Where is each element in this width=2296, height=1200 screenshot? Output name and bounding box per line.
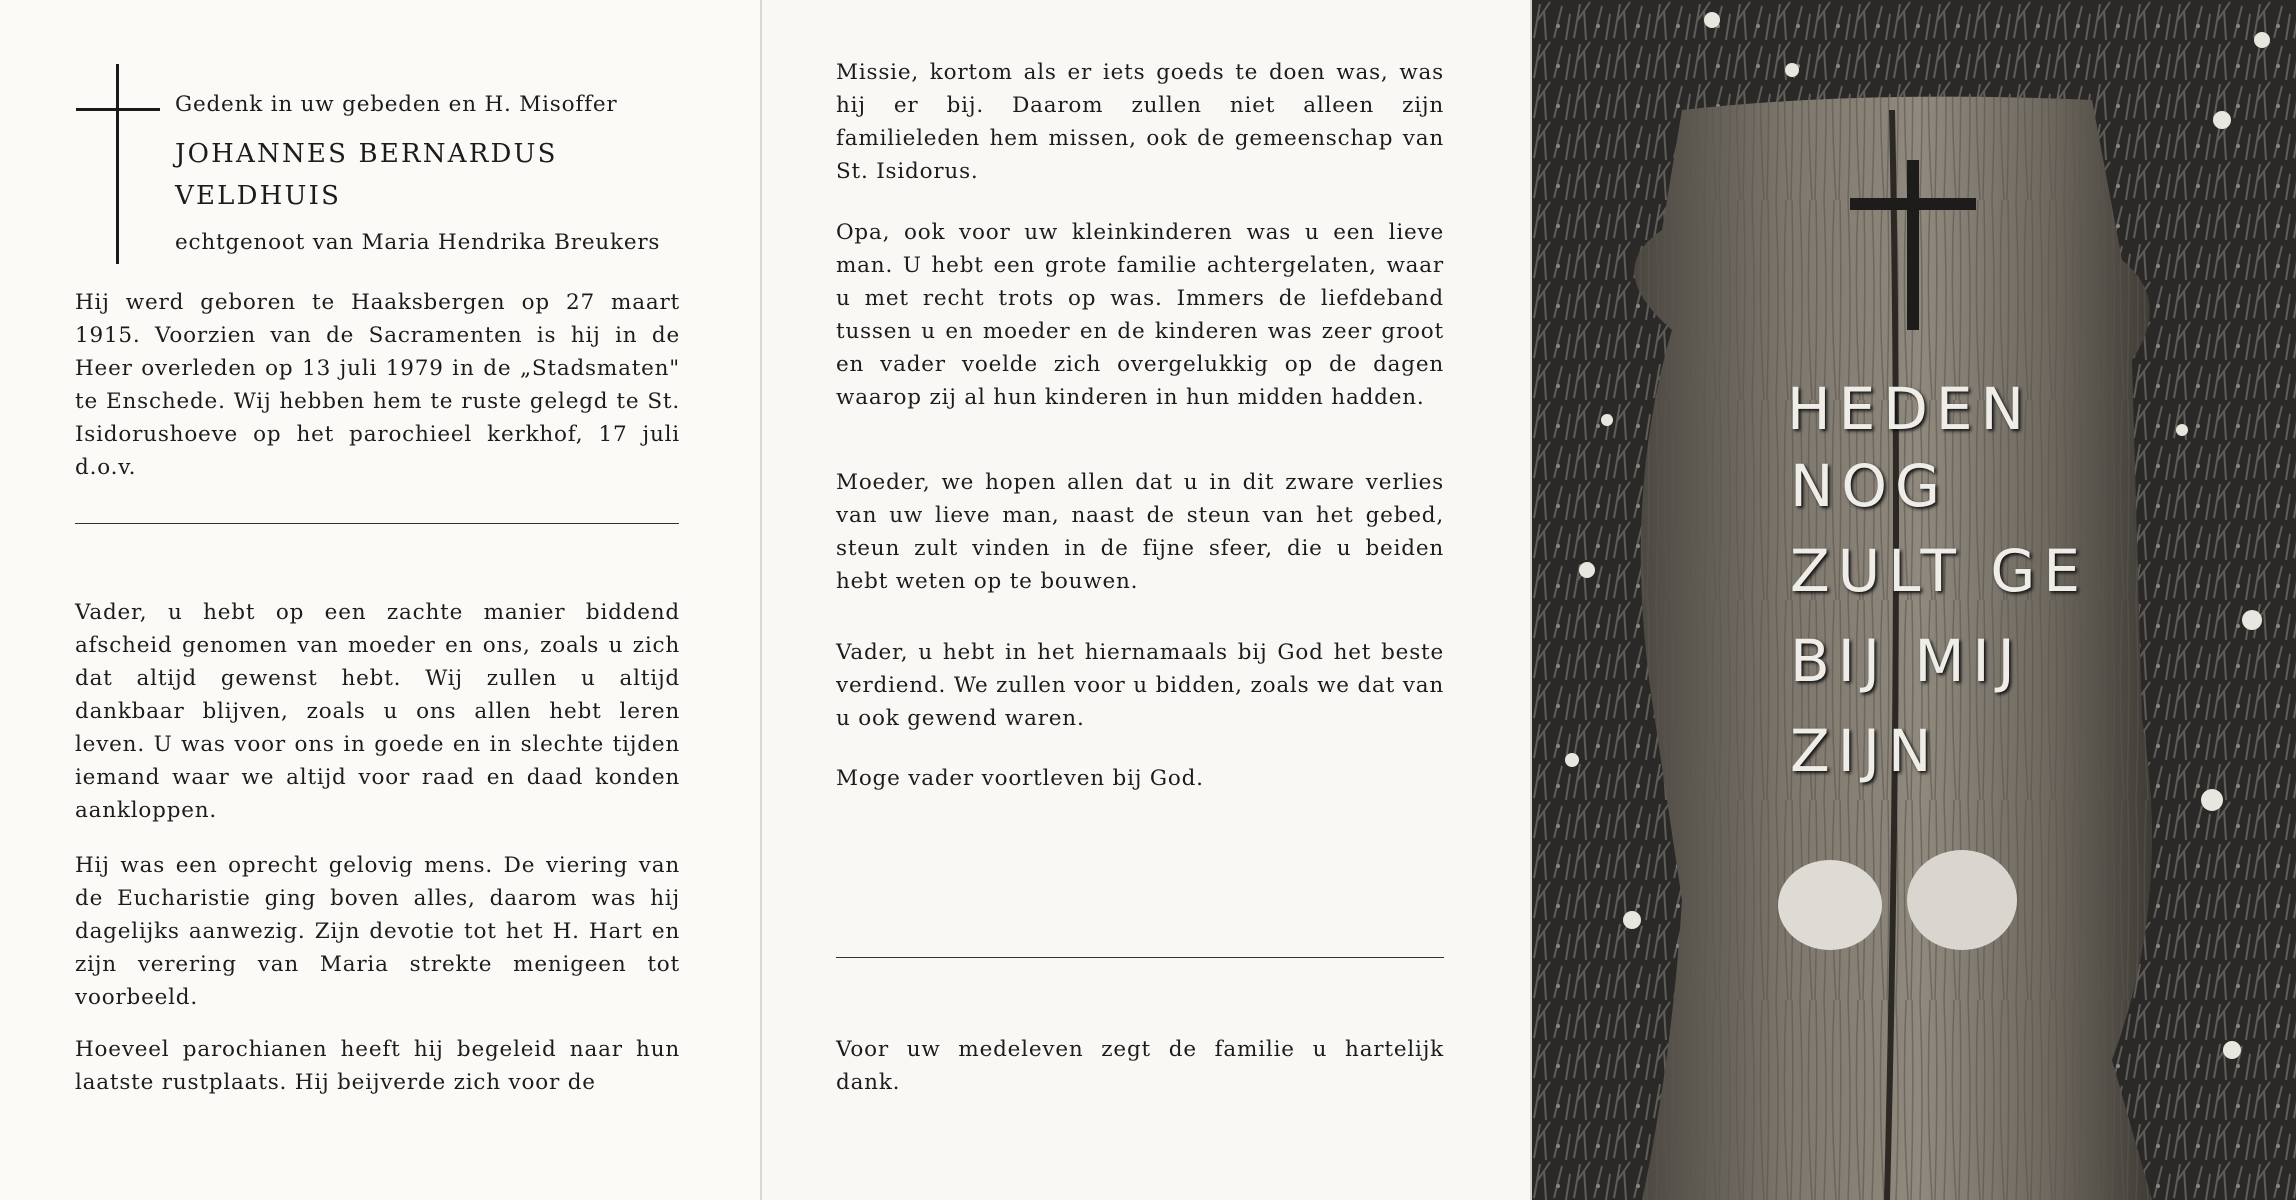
left-panel	[0, 0, 760, 1200]
divider	[836, 957, 1444, 958]
memorial-photo	[1532, 0, 2296, 1200]
paragraph-opa: Opa, ook voor uw kleinkinderen was u een lieve man. U hebt een grote familie achtergelaten, waar u met recht trots op was. Immers de liefdeband tussen u en moeder en de kinderen was zeer groot en vader voelde zich overgelukkig op de dagen waarop zij al hun kinderen in hun midden hadden.	[836, 220, 1444, 410]
divider	[75, 523, 679, 524]
cross-icon	[116, 64, 119, 264]
inscription-line3: ZULT GE	[1790, 537, 2088, 605]
paragraph-missie: Missie, kortom als er iets goeds te doen was, was hij er bij. Daarom zullen niet alleen zijn familieleden hem missen, ook de gemeenschap van St. Isidorus.	[836, 60, 1444, 184]
cross-icon-bar	[76, 108, 160, 111]
paragraph-vader: Vader, u hebt op een zachte manier biddend afscheid genomen van moeder en ons, zoals u zich dat altijd gewenst hebt. Wij zullen u altijd dankbaar blijven, zoals u ons allen hebt leren leven. U was voor ons in goede en in slechte tijden iemand waar we altijd voor raad en daad konden aankloppen.	[75, 600, 680, 823]
thanks-paragraph: Voor uw medeleven zegt de familie u hartelijk dank.	[836, 1037, 1444, 1095]
birth-death-paragraph: Hij werd geboren te Haaksbergen op 27 maart 1915. Voorzien van de Sacramenten is hij in de Heer overleden op 13 juli 1979 in de „Stadsmaten" te Enschede. Wij hebben hem te ruste gelegd te St. Isidorushoeve op het parochieel kerkhof, 17 juli d.o.v.	[75, 290, 680, 480]
prayer-line: Gedenk in uw gebeden en H. Misoffer	[175, 92, 618, 117]
deceased-name-line1: JOHANNES BERNARDUS	[175, 139, 558, 169]
inscription-line1: HEDEN	[1787, 375, 2032, 443]
inscription-line4: BIJ MIJ	[1790, 627, 2023, 695]
paragraph-gelovig: Hij was een oprecht gelovig mens. De viering van de Eucharistie ging boven alles, daarom was hij dagelijks aanwezig. Zijn devotie tot het H. Hart en zijn verering van Maria strekte menigeen tot voorbeeld.	[75, 853, 680, 1010]
deceased-name-line2: VELDHUIS	[175, 181, 342, 211]
inscription-line5: ZIJN	[1790, 717, 1940, 785]
middle-panel	[762, 0, 1530, 1200]
paragraph-hiernamaals: Vader, u hebt in het hiernamaals bij God het beste verdiend. We zullen voor u bidden, zoals we dat van u ook gewend waren.	[836, 640, 1444, 731]
inscription-line2: NOG	[1790, 452, 1948, 520]
paragraph-moeder: Moeder, we hopen allen dat u in dit zware verlies van uw lieve man, naast de steun van het gebed, steun zult vinden in de fijne sfeer, die u beiden hebt weten op te bouwen.	[836, 470, 1444, 594]
spouse-line: echtgenoot van Maria Hendrika Breukers	[175, 230, 661, 255]
paragraph-parochianen: Hoeveel parochianen heeft hij begeleid naar hun laatste rustplaats. Hij beijverde zich voor de	[75, 1037, 680, 1095]
paragraph-moge: Moge vader voortleven bij God.	[836, 766, 1204, 791]
